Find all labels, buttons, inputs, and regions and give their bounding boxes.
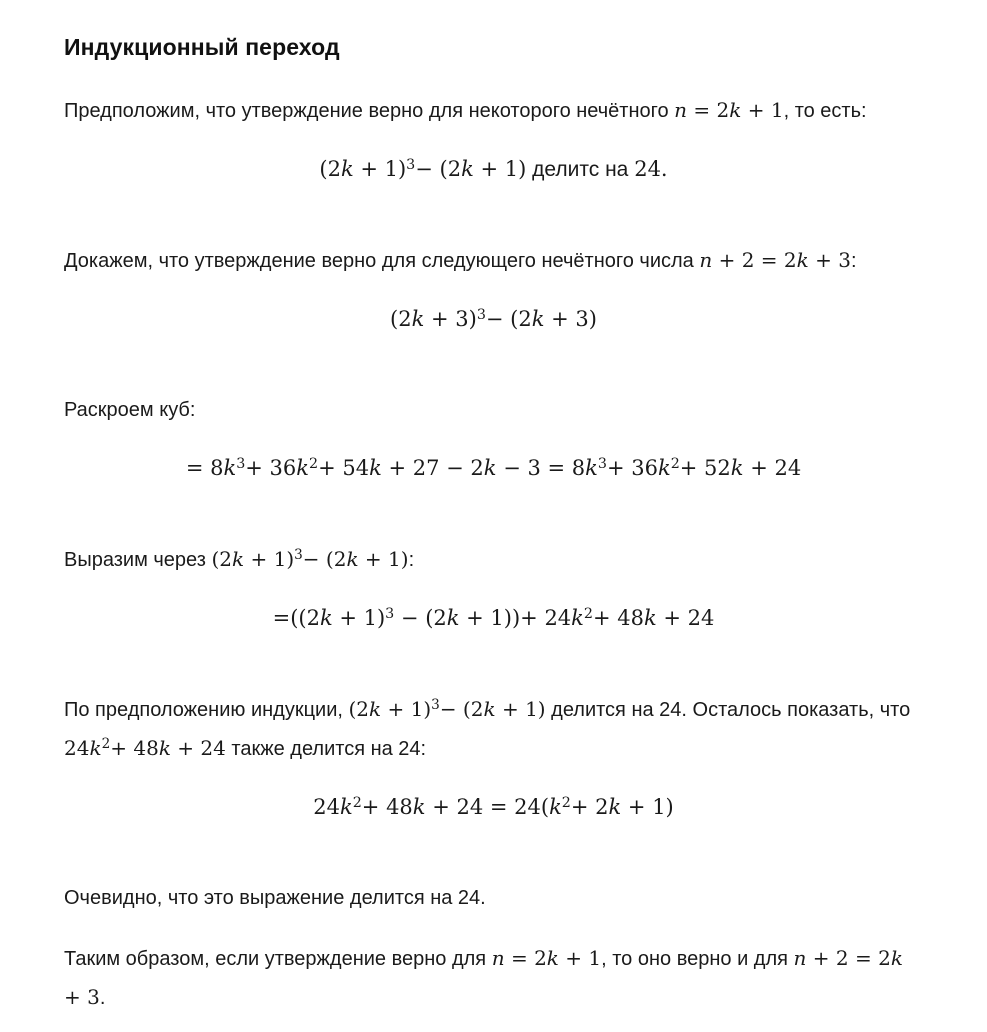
- formula-induction-hypothesis: [64, 152, 923, 187]
- math-expression: 24.: [634, 157, 668, 181]
- formula-next-odd: [64, 302, 923, 337]
- formula-expanded-cube: [64, 451, 923, 486]
- math-expression: $(2k + 1)^3- (2k + 1)$: [211, 547, 409, 571]
- math-expression: = $8k^3+ 36k^2+ 54k + 27 - 2k - 3 = 8k^3+ 36k^2+ 52k + 24$: [185, 455, 802, 480]
- text-run: также делится на 24:: [225, 738, 427, 760]
- math-expression: $24k^2+ 48k + 24 = 24(k^2+ 2k + 1)$: [313, 794, 674, 819]
- math-expression: $(2k + 1)^3- (2k + 1)$: [319, 156, 527, 181]
- text-run: .: [99, 987, 106, 1009]
- paragraph-goal: [64, 241, 923, 280]
- math-expression: $(2k + 3)^3- (2k + 3)$: [390, 306, 597, 331]
- text-run: делится на 24. Осталось показать, что: [545, 699, 916, 721]
- math-expression: $=((2k + 1)^3 - (2k + 1))+ 24k^2+ 48k + 24$: [272, 605, 715, 630]
- formula-factored: [64, 790, 923, 825]
- paragraph-assumption: [64, 91, 923, 130]
- text-run: Выразим через: [64, 549, 212, 571]
- math-expression: n + 2 = 2k + 3: [64, 946, 910, 1009]
- text-run: Таким образом, если утверждение верно для: [64, 948, 492, 970]
- formula-regrouped: [64, 601, 923, 636]
- paragraph-conclusion: [64, 939, 923, 1017]
- paragraph-express-through: [64, 540, 923, 579]
- text-run: Очевидно, что это выражение делится на 24.: [64, 887, 486, 909]
- paragraph-obvious: [64, 879, 923, 917]
- text-run: :: [850, 250, 857, 272]
- text-run: По предположению индукции,: [64, 699, 349, 721]
- text-run: , то есть:: [783, 100, 867, 122]
- math-expression: n + 2 = 2k + 3: [699, 248, 851, 272]
- math-expression: $24k^2+ 48k + 24$: [64, 736, 226, 760]
- section-heading: Индукционный переход: [64, 34, 340, 60]
- text-run: Предположим, что утверждение верно для некоторого нечётного: [64, 100, 675, 122]
- math-expression: n = 2k + 1: [674, 98, 784, 122]
- paragraph-expand-cube: [64, 391, 923, 429]
- math-expression: n = 2k + 1: [491, 946, 602, 970]
- text-run: :: [408, 549, 415, 571]
- math-expression: $(2k + 1)^3- (2k + 1)$: [348, 697, 546, 721]
- text-run: , то оно верно и для: [601, 948, 794, 970]
- text-run: делитс на: [526, 158, 635, 181]
- text-run: Раскроем куб:: [64, 399, 196, 421]
- text-run: Докажем, что утверждение верно для следующего нечётного числа: [64, 250, 700, 272]
- paragraph-induction-step: [64, 690, 923, 768]
